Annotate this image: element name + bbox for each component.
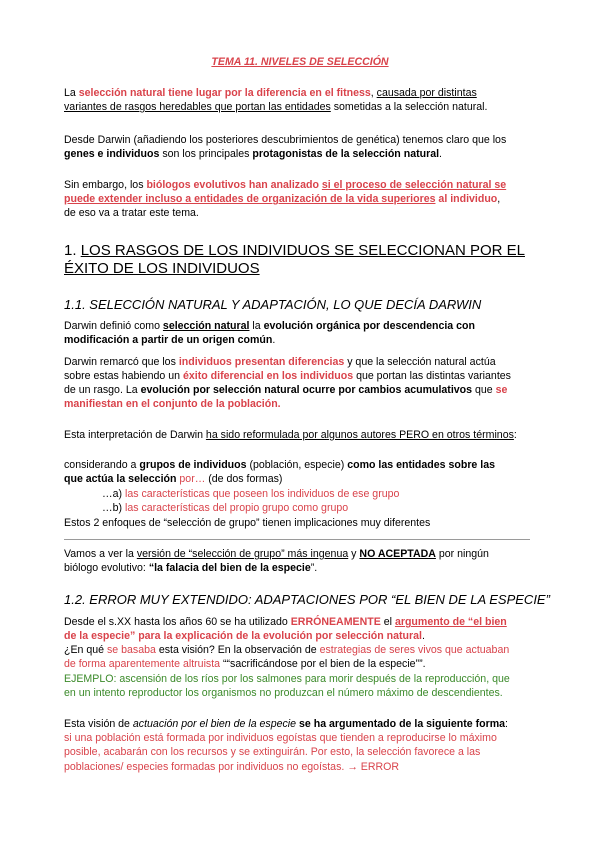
darwin-line-1: Desde Darwin (añadiendo los posteriores descubrimientos de genética) tenemos claro que los	[64, 134, 507, 146]
s12-p2-line-4: poblaciones/ especies formadas por individuos no egoístas. → ERROR	[64, 761, 400, 773]
divider	[64, 539, 530, 540]
text: Esta visión de	[64, 718, 133, 730]
underlined-text: variantes de rasgos heredables que portan las entidades	[64, 101, 331, 113]
bold-text: “la falacia del bien de la especie	[148, 562, 311, 574]
sinembargo-line-1	[64, 178, 544, 192]
s12-line-1	[64, 615, 544, 629]
text: de un rasgo. La	[64, 384, 141, 396]
s12-p2-line-3: posible, acabarán con los recursos y se extinguirán. Por esto, la selección favorece a las	[64, 746, 481, 758]
s11-p4-line-1	[64, 458, 544, 472]
text: Sin embargo, los	[64, 179, 147, 191]
text: que portan las distintas variantes	[353, 370, 511, 382]
sinembargo-line-2	[64, 192, 544, 206]
bold-text: evolución por selección natural ocurre por cambios acumulativos	[140, 384, 473, 396]
underlined-text: causada por distintas	[376, 87, 477, 99]
text: sobre estas habiendo un	[64, 370, 183, 382]
bold-text: grupos de individuos	[139, 459, 247, 471]
bold-text: evolución orgánica por descendencia con	[263, 320, 475, 332]
bold-text: como las entidades sobre las	[347, 459, 495, 471]
text: y que la selección natural actúa	[344, 356, 496, 368]
highlight-text: biólogos evolutivos han analizado	[146, 179, 322, 191]
highlight-text: estrategias de seres vivos que actuaban	[319, 644, 510, 656]
text: La	[64, 87, 79, 99]
bold-text: genes e individuos	[64, 148, 160, 160]
option-b	[102, 501, 582, 515]
sinembargo-line-3: de eso va a tratar este tema.	[64, 207, 199, 219]
text: biólogo evolutivo:	[64, 562, 149, 574]
text: Desde el s.XX hasta los años 60 se ha utilizado	[64, 616, 291, 628]
s11-p2-line-2	[64, 369, 544, 383]
s12-line-3	[64, 643, 544, 657]
underlined-text: ha sido reformulada por algunos autores PERO en otros términos	[205, 429, 514, 441]
text: .	[421, 630, 425, 642]
text: .	[272, 334, 276, 346]
highlight-underlined-text: argumento de “el bien	[394, 616, 507, 628]
bold-underlined-text: selección natural	[162, 320, 250, 332]
underlined-text: versión de “selección de grupo” más ingenua	[136, 548, 349, 560]
s11-p2-line-3	[64, 383, 544, 397]
highlight-text: ERRÓNEAMENTE	[290, 616, 381, 628]
highlight-text: de la especie” para la explicación de la evolución por selección natural	[64, 630, 422, 642]
bold-underlined-text: NO ACEPTADA	[359, 548, 436, 560]
highlight-text: se basaba	[107, 644, 156, 656]
s11-p4-line-2	[64, 472, 544, 486]
text: Darwin definió como	[64, 320, 163, 332]
s11-p1-line-1	[64, 319, 544, 333]
highlight-text: de forma aparentemente altruista	[64, 658, 221, 670]
highlight-text: selección natural tiene lugar por la diferencia en el fitness	[78, 87, 371, 99]
s12-line-2	[64, 629, 544, 643]
highlight-text: por…	[176, 473, 209, 485]
highlight-text: manifiestan en el conjunto de la población.	[64, 398, 281, 410]
highlight-underlined-text: puede extender incluso a entidades de organización de la vida superiores	[64, 193, 436, 205]
highlight-underlined-text: si el proceso de selección natural se	[321, 179, 507, 191]
s12-line-4	[64, 657, 544, 671]
text: (de dos formas)	[208, 473, 283, 485]
option-text: las características del propio grupo como grupo	[124, 502, 349, 514]
text: ,	[370, 87, 377, 99]
text: el	[380, 616, 395, 628]
text: sometidas a la selección natural.	[330, 101, 488, 113]
option-a	[102, 487, 582, 501]
bold-text: protagonistas de la selección natural	[252, 148, 440, 160]
option-text: las características que poseen los individuos de ese grupo	[124, 488, 400, 500]
intro-line-1	[64, 86, 544, 100]
section-1-heading-line-2	[64, 258, 260, 280]
text: Darwin remarcó que los	[64, 356, 179, 368]
s11-p3-line-1	[64, 428, 544, 442]
text: ““sacrificándose por el bien de la especie””.	[220, 658, 426, 670]
text: .	[439, 148, 442, 160]
document-title: TEMA 11. NIVELES DE SELECCIÓN	[211, 56, 389, 68]
text: :	[505, 718, 508, 730]
darwin-line-2	[64, 147, 544, 161]
text: considerando a	[64, 459, 140, 471]
text: ”.	[310, 562, 318, 574]
text: ¿En qué	[64, 644, 107, 656]
heading-text: LOS RASGOS DE LOS INDIVIDUOS SE SELECCIONAN POR EL	[80, 242, 525, 259]
option-prefix: …b)	[102, 502, 125, 514]
s11-p6-line-2	[64, 561, 544, 575]
s12-example-line-1: EJEMPLO: ascensión de los ríos por los salmones para morir después de la reproducción, que	[64, 673, 510, 685]
highlight-text: individuos presentan diferencias	[178, 356, 345, 368]
bold-text: modificación a partir de un origen común	[64, 334, 273, 346]
text: Vamos a ver la	[64, 548, 137, 560]
text: por ningún	[435, 548, 489, 560]
text: que	[472, 384, 496, 396]
text: ,	[497, 193, 501, 205]
text: :	[513, 429, 517, 441]
text: y	[348, 548, 360, 560]
section-1-1-heading: 1.1. SELECCIÓN NATURAL Y ADAPTACIÓN, LO QUE DECÍA DARWIN	[64, 297, 482, 312]
option-prefix: …a)	[102, 488, 125, 500]
s11-p1-line-2	[64, 333, 544, 347]
bold-text: se ha argumentado de la siguiente forma	[296, 718, 506, 730]
text: esta visión? En la observación de	[155, 644, 320, 656]
s12-example-line-2: en un intento reproductor los organismos no produzcan el número máximo de descendientes.	[64, 687, 503, 699]
s11-p2-line-1	[64, 355, 544, 369]
highlight-text: se	[495, 384, 508, 396]
s11-p2-line-4	[64, 397, 544, 411]
italic-text: actuación por el bien de la especie	[132, 718, 297, 730]
text: Esta interpretación de Darwin	[64, 429, 206, 441]
text: son los principales	[159, 148, 253, 160]
intro-line-2	[64, 100, 544, 114]
text: (población, especie)	[246, 459, 348, 471]
highlight-text: éxito diferencial en los individuos	[182, 370, 354, 382]
heading-number: 1.	[64, 242, 81, 259]
heading-text: ÉXITO DE LOS INDIVIDUOS	[64, 260, 260, 277]
s11-p6-line-1	[64, 547, 544, 561]
s12-p2-line-1	[64, 717, 544, 731]
bold-text: que actúa la selección	[64, 473, 177, 485]
section-1-2-heading: 1.2. ERROR MUY EXTENDIDO: ADAPTACIONES POR “EL BIEN DE LA ESPECIE”	[64, 592, 550, 607]
text: la	[249, 320, 264, 332]
s11-p5: Estos 2 enfoques de “selección de grupo” tienen implicaciones muy diferentes	[64, 517, 431, 529]
highlight-text: al individuo	[435, 193, 498, 205]
s12-p2-line-2: si una población está formada por individuos egoístas que tienden a reproducirse lo máximo	[64, 732, 497, 744]
